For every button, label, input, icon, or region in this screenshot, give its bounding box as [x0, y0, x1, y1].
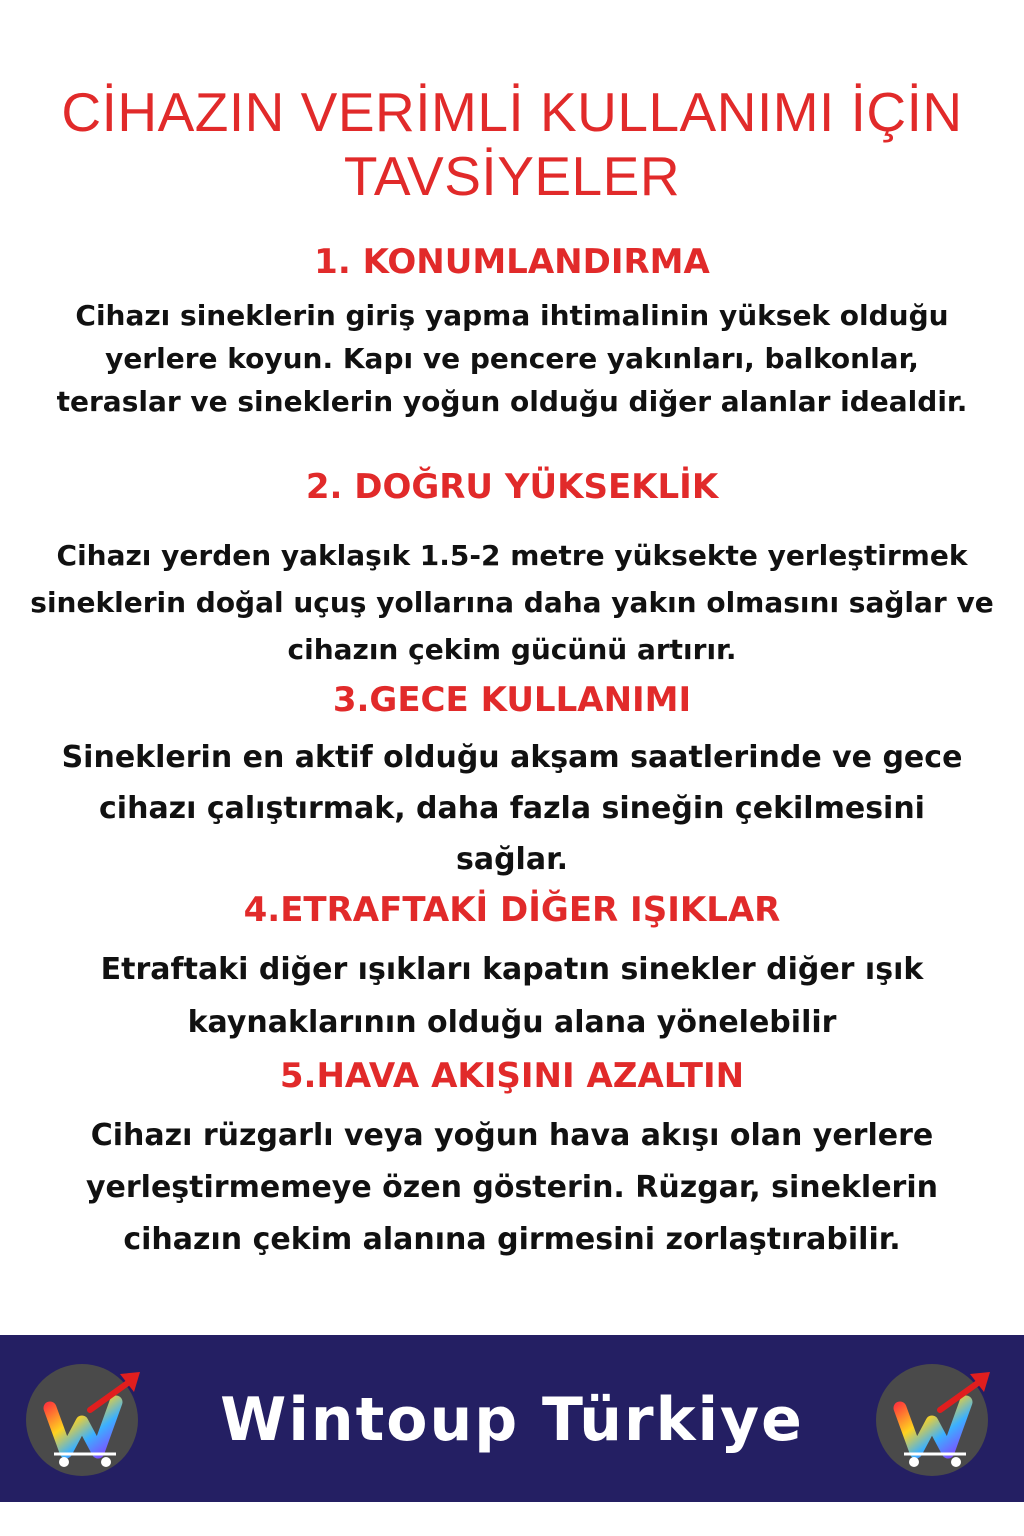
section-heading-height: 2. DOĞRU YÜKSEKLİK: [305, 467, 719, 507]
section-body-night-use: Sineklerin en aktif olduğu akşam saatlerinde ve gece cihazı çalıştırmak, daha fazla sineğin çekilmesini sağlar.: [61, 740, 963, 877]
wintoup-cart-logo-icon: [870, 1360, 1010, 1480]
section-heading-other-lights: 4.ETRAFTAKİ DİĞER IŞIKLAR: [243, 890, 781, 930]
footer-banner: [0, 1335, 1024, 1502]
section-heading-positioning: 1. KONUMLANDIRMA: [314, 242, 710, 282]
section-body-positioning: Cihazı sineklerin giriş yapma ihtimalinin yüksek olduğu yerlere koyun. Kapı ve pencere yakınları, balkonlar, teraslar ve sineklerin yoğun olduğu diğer alanlar idealdir.: [56, 299, 968, 418]
section-heading-airflow: 5.HAVA AKIŞINI AZALTIN: [279, 1056, 745, 1096]
section-heading-night-use: 3.GECE KULLANIMI: [332, 680, 692, 720]
page-title: CİHAZIN VERİMLİ KULLANIMI İÇİN TAVSİYELER: [61, 81, 963, 207]
section-body-other-lights: Etraftaki diğer ışıkları kapatın sinekler diğer ışık kaynaklarının olduğu alana yönelebilir: [100, 952, 924, 1040]
section-body-airflow: Cihazı rüzgarlı veya yoğun hava akışı olan yerlere yerleştirmemeye özen gösterin. Rüzgar, sineklerin cihazın çekim alanına girmesini zorlaştırabilir.: [85, 1118, 938, 1257]
section-body-height: Cihazı yerden yaklaşık 1.5-2 metre yüksekte yerleştirmek sineklerin doğal uçuş yollarına daha yakın olmasını sağlar ve cihazın çekim gücünü artırır.: [30, 539, 994, 666]
brand-name: Wintoup Türkiye: [220, 1385, 804, 1455]
